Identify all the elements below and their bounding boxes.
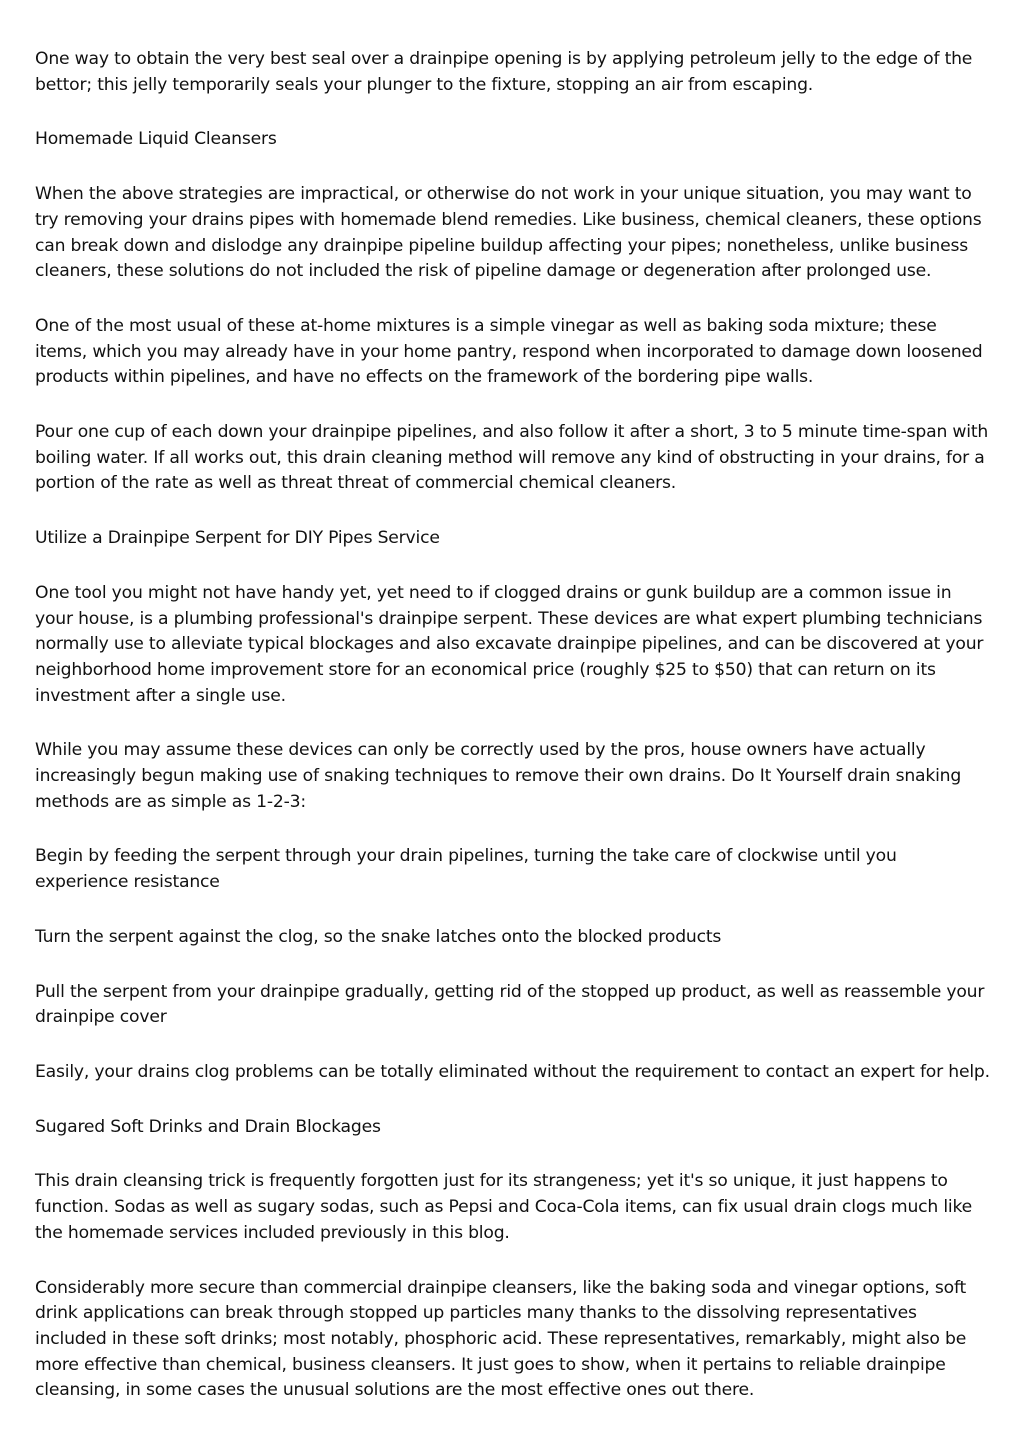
paragraph-phosphoric-acid: Considerably more secure than commercial drainpipe cleansers, like the baking soda and vinegar options, soft drink applications can break through stopped up particles many thanks to the dissolving representatives included in these soft drinks; most notably, phosphoric acid. These representatives, remarkably, might also be more effective than chemical, business cleansers. It just goes to show, when it pertains to reliable drainpipe cleansing, in some cases the unusual solutions are the most effective ones out there. bbox=[35, 1277, 967, 1401]
document-body bbox=[35, 47, 993, 1433]
step-pull-serpent: Pull the serpent from your drainpipe gradually, getting rid of the stopped up product, as well as reassemble your drainpipe cover bbox=[35, 981, 985, 1028]
paragraph-homemade-remedies: When the above strategies are impractical, or otherwise do not work in your unique situation, you may want to try removing your drains pipes with homemade blend remedies. Like business, chemical cleaners, these options can break down and dislodge any drainpipe pipeline buildup affecting your pipes; nonetheless, unlike business cleaners, these solutions do not included the risk of pipeline damage or degeneration after prolonged use. bbox=[35, 184, 982, 282]
paragraph-clog-eliminated: Easily, your drains clog problems can be totally eliminated without the requirement to contact an expert for help. bbox=[35, 1061, 990, 1082]
paragraph-snaking-techniques: While you may assume these devices can only be correctly used by the pros, house owners have actually increasingly begun making use of snaking techniques to remove their own drains. Do It Yourself drain snaking methods are as simple as 1-2-3: bbox=[35, 740, 962, 812]
step-feed-serpent: Begin by feeding the serpent through your drain pipelines, turning the take care of clockwise until you experience resistance bbox=[35, 846, 897, 893]
paragraph-plumbing-serpent-tool: One tool you might not have handy yet, yet need to if clogged drains or gunk buildup are a common issue in your house, is a plumbing professional's drainpipe serpent. These devices are what expert plumbing technicians normally use to alleviate typical blockages and also excavate drainpipe pipelines, and can be discovered at your neighborhood home improvement store for an economical price (roughly $25 to $50) that can return on its investment after a single use. bbox=[35, 582, 984, 706]
paragraph-petroleum-jelly: One way to obtain the very best seal over a drainpipe opening is by applying petroleum jelly to the edge of the bettor; this jelly temporarily seals your plunger to the fixture, stopping an air from escaping. bbox=[35, 49, 973, 95]
paragraph-pour-one-cup: Pour one cup of each down your drainpipe pipelines, and also follow it after a short, 3 to 5 minute time-span with boiling water. If all works out, this drain cleaning method will remove any kind of obstructing in your drains, for a portion of the rate as well as threat threat of commercial chemical cleaners. bbox=[35, 422, 989, 494]
paragraph-vinegar-baking-soda: One of the most usual of these at-home mixtures is a simple vinegar as well as baking soda mixture; these items, which you may already have in your home pantry, respond when incorporated to damage down loosened products within pipelines, and have no effects on the framework of the bordering pipe walls. bbox=[35, 315, 983, 388]
paragraph-soda-trick: This drain cleansing trick is frequently forgotten just for its strangeness; yet it's so unique, it just happens to function. Sodas as well as sugary sodas, such as Pepsi and Coca-Cola items, can fix usual drain clogs much like the homemade services included previously in this blog. bbox=[35, 1171, 973, 1243]
heading-sugared-soft-drinks: Sugared Soft Drinks and Drain Blockages bbox=[35, 1116, 381, 1137]
heading-drainpipe-serpent: Utilize a Drainpipe Serpent for DIY Pipes Service bbox=[35, 528, 440, 549]
step-turn-serpent: Turn the serpent against the clog, so the snake latches onto the blocked products bbox=[35, 926, 722, 947]
heading-homemade-liquid-cleansers: Homemade Liquid Cleansers bbox=[35, 129, 277, 150]
